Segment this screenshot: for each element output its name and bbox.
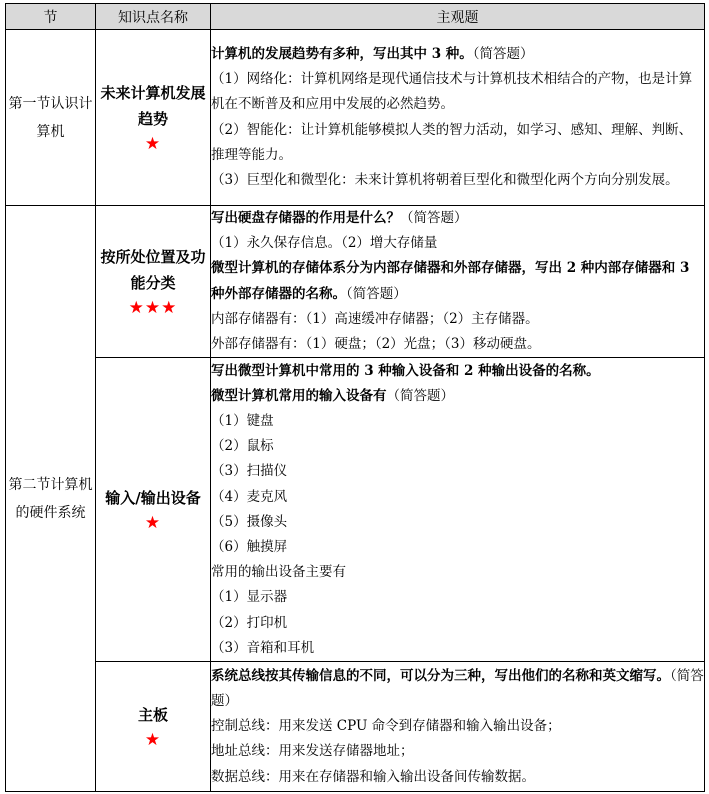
list-item: （2）打印机 (211, 614, 288, 631)
table-row (6, 206, 705, 358)
knowledge-point-cell (96, 662, 211, 792)
table-row (6, 662, 705, 792)
list-item: （6）触摸屏 (211, 538, 288, 555)
list-item: （1）键盘 (211, 412, 274, 429)
output-title: 常用的输出设备主要有 (211, 564, 346, 581)
section-cell: 第一节认识计算机 (6, 30, 96, 206)
list-item: （2）鼠标 (211, 438, 274, 455)
knowledge-point-name: 未来计算机发展趋势 (100, 83, 206, 128)
table-row (6, 30, 705, 206)
answer-line: （2）智能化：让计算机能够模拟人类的智力活动，如学习、感知、理解、判断、推理等能力。 (211, 121, 693, 163)
section-cell: 第二节计算机的硬件系统 (6, 206, 96, 792)
question-cell (211, 30, 705, 206)
list-item: （3）音箱和耳机 (211, 639, 315, 656)
knowledge-point-name: 输入/输出设备 (105, 488, 201, 507)
importance-stars: ★ (144, 133, 162, 154)
question-text: 写出硬盘存储器的作用是什么？（简答题） (211, 210, 468, 226)
question-text: 写出微型计算机中常用的 3 种输入设备和 2 种输出设备的名称。 (211, 362, 600, 379)
knowledge-point-name: 按所处位置及功能分类 (100, 247, 206, 292)
list-item: （1）显示器 (211, 589, 288, 606)
list-item: （4）麦克风 (211, 488, 288, 505)
answer-line: 数据总线：用来在存储器和输入输出设备间传输数据。 (211, 768, 535, 785)
header-question: 主观题 (211, 4, 705, 30)
importance-stars: ★ (144, 512, 162, 533)
table-row (6, 358, 705, 662)
answer-line: 外部存储器有：（1）硬盘；（2）光盘；（3）移动硬盘。 (211, 336, 541, 353)
header-section: 节 (6, 4, 96, 30)
list-item: （5）摄像头 (211, 513, 288, 530)
header-row (6, 4, 705, 30)
importance-stars: ★★★ (128, 297, 178, 318)
answer-line: 内部存储器有：（1）高速缓冲存储器；（2）主存储器。 (211, 310, 539, 327)
knowledge-point-name: 主板 (137, 705, 168, 724)
knowledge-point-cell (96, 358, 211, 662)
knowledge-point-cell (96, 30, 211, 206)
knowledge-table (5, 3, 705, 792)
question-cell (211, 662, 705, 792)
answer-line: （1）永久保存信息。（2）增大存储量 (211, 235, 438, 252)
answer-line: 控制总线：用来发送 CPU 命令到存储器和输入输出设备； (211, 718, 561, 735)
importance-stars: ★ (144, 729, 162, 750)
answer-line: （1）网络化：计算机网络是现代通信技术与计算机技术相结合的产物，也是计算机在不断普及和应用中发展的必然趋势。 (211, 71, 693, 113)
answer-line: （3）巨型化和微型化：未来计算机将朝着巨型化和微型化两个方向分别发展。 (211, 171, 679, 188)
answer-line: 地址总线：用来发送存储器地址； (211, 743, 414, 760)
question-text: 微型计算机常用的输入设备有（简答题） (211, 387, 454, 404)
question-cell (211, 206, 705, 358)
question-text: 系统总线按其传输信息的不同，可以分为三种，写出他们的名称和英文缩写。（简答题） (211, 667, 704, 709)
knowledge-point-cell (96, 206, 211, 358)
question-text: 微型计算机的存储体系分为内部存储器和外部存储器，写出 2 种内部存储器和 3 种外部存储器的名称。（简答题） (211, 260, 690, 302)
header-knowledge: 知识点名称 (96, 4, 211, 30)
question-text: 计算机的发展趋势有多种，写出其中 3 种。（简答题） (211, 45, 534, 62)
list-item: （3）扫描仪 (211, 463, 288, 480)
question-cell (211, 358, 705, 662)
